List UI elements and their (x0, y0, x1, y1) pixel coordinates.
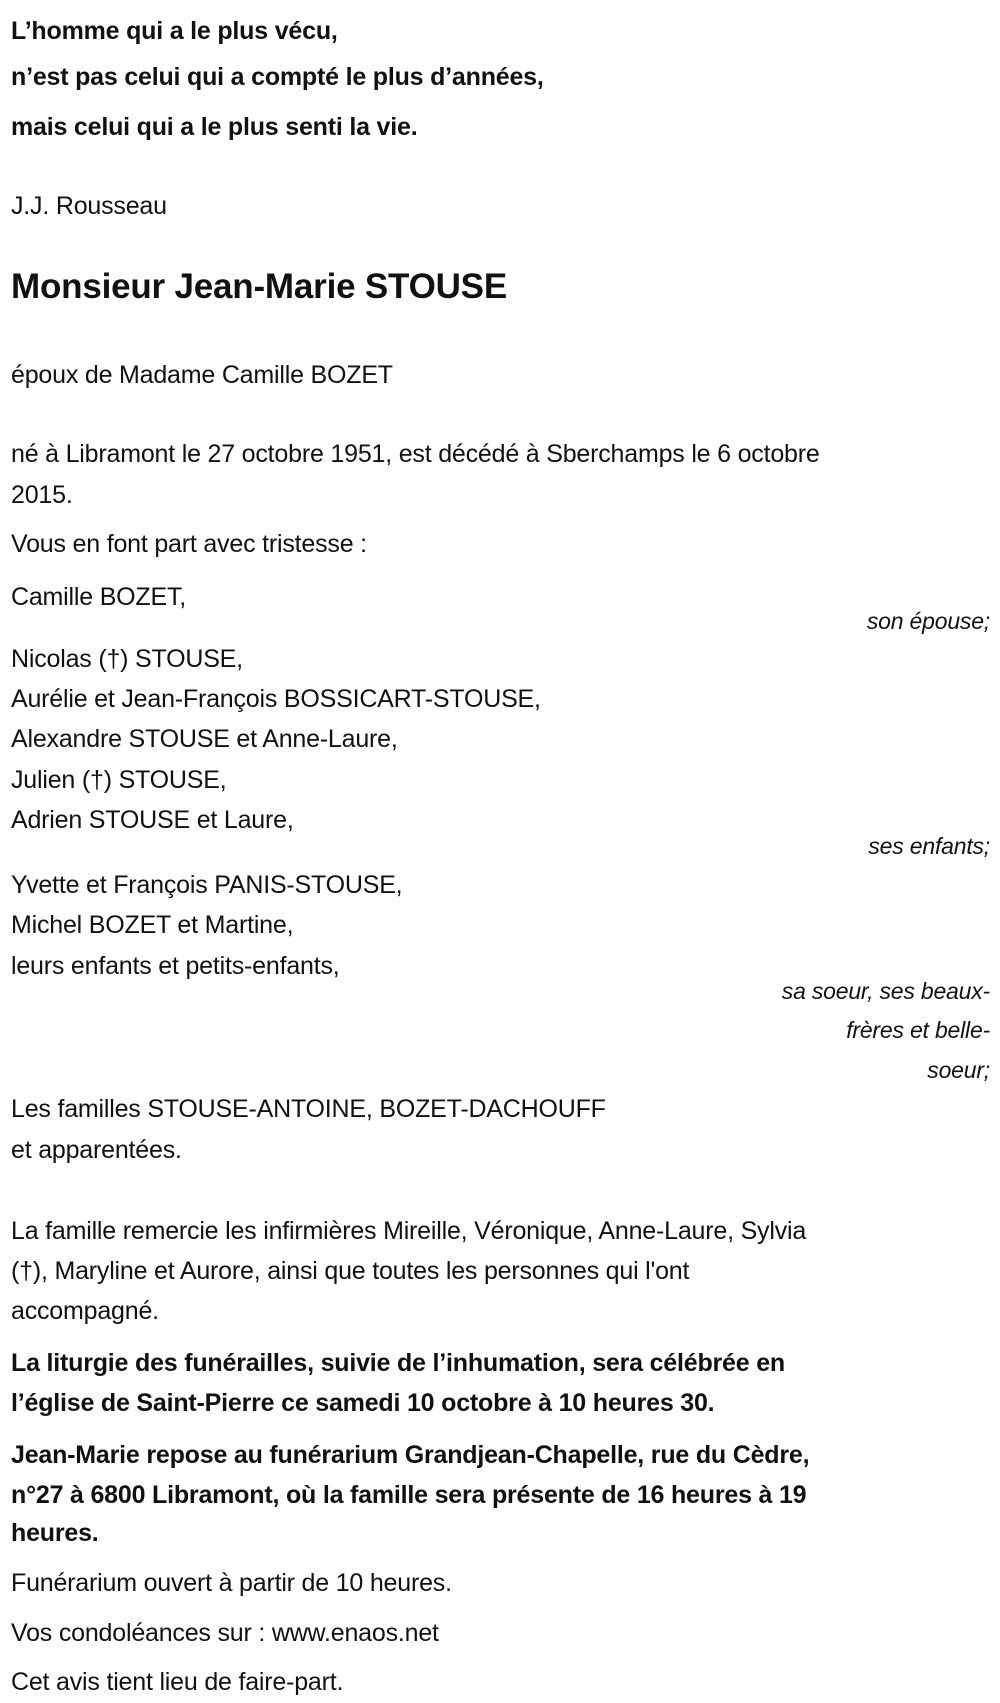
family-member: Aurélie et Jean-François BOSSICART-STOUSE, (11, 685, 541, 713)
family-member: Yvette et François PANIS-STOUSE, (11, 871, 403, 899)
announcement: Vous en font part avec tristesse : (11, 530, 367, 558)
relation-label: sa soeur, ses beaux- (781, 978, 990, 1004)
funeral-home-line: Jean-Marie repose au funérarium Grandjean-Chapelle, rue du Cèdre, (11, 1441, 810, 1469)
families-line: Les familles STOUSE-ANTOINE, BOZET-DACHOUFF (11, 1095, 606, 1123)
funeral-home-line: n°27 à 6800 Libramont, où la famille sera présente de 16 heures à 19 (11, 1481, 807, 1509)
birth-death-line: né à Libramont le 27 octobre 1951, est décédé à Sberchamps le 6 octobre (11, 440, 820, 468)
families-line: et apparentées. (11, 1136, 182, 1164)
notice-line: Cet avis tient lieu de faire-part. (11, 1668, 344, 1696)
quote-line: n’est pas celui qui a compté le plus d’années, (11, 63, 544, 91)
page-title: Monsieur Jean-Marie STOUSE (11, 267, 507, 306)
thanks-line: accompagné. (11, 1297, 159, 1325)
family-member: Camille BOZET, (11, 583, 187, 611)
liturgy-line: La liturgie des funérailles, suivie de l’inhumation, sera célébrée en (11, 1349, 785, 1377)
condolences-line: Vos condoléances sur : www.enaos.net (11, 1619, 439, 1647)
relation-label: frères et belle- (846, 1017, 990, 1043)
funeral-home-line: heures. (11, 1519, 99, 1547)
opening-hours: Funérarium ouvert à partir de 10 heures. (11, 1569, 452, 1597)
liturgy-line: l’église de Saint-Pierre ce samedi 10 octobre à 10 heures 30. (11, 1389, 715, 1417)
quote-line: mais celui qui a le plus senti la vie. (11, 113, 418, 141)
thanks-line: La famille remercie les infirmières Mireille, Véronique, Anne-Laure, Sylvia (11, 1217, 807, 1245)
family-member: Michel BOZET et Martine, (11, 911, 294, 939)
birth-death-line: 2015. (11, 481, 73, 509)
family-member: Adrien STOUSE et Laure, (11, 806, 294, 834)
family-member: leurs enfants et petits-enfants, (11, 952, 340, 980)
quote-line: L’homme qui a le plus vécu, (11, 17, 338, 45)
relation-label: soeur; (927, 1057, 990, 1083)
relation-label: son épouse; (866, 608, 990, 634)
family-member: Julien (†) STOUSE, (11, 766, 227, 794)
spouse-line: époux de Madame Camille BOZET (11, 361, 393, 389)
thanks-line: (†), Maryline et Aurore, ainsi que toutes les personnes qui l'ont (11, 1257, 690, 1285)
family-member: Alexandre STOUSE et Anne-Laure, (11, 725, 398, 753)
quote-author: J.J. Rousseau (11, 192, 167, 220)
family-member: Nicolas (†) STOUSE, (11, 645, 243, 673)
relation-label: ses enfants; (868, 833, 990, 859)
